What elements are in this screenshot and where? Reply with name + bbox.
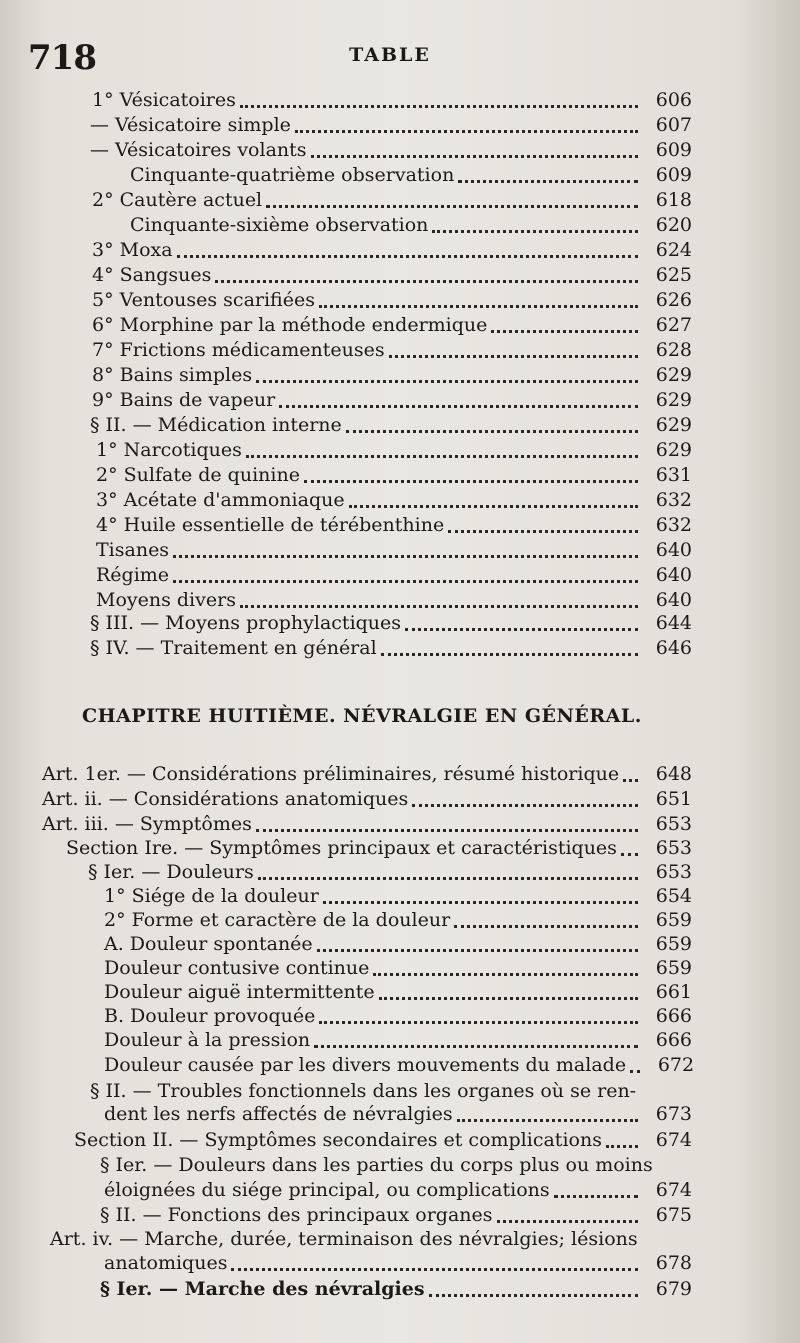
toc-page: 618 [655,189,692,211]
toc-entry: Moyens divers 640 [96,589,692,611]
chapter-heading: CHAPITRE HUITIÈME. NÉVRALGIE EN GÉNÉRAL. [82,705,642,727]
toc-entry: Cinquante-sixième observation 620 [130,214,692,236]
toc-page: 609 [655,164,692,186]
toc-entry: Douleur aiguë intermittente 661 [104,981,692,1003]
toc-page: 666 [655,1005,692,1027]
toc-page: 651 [655,788,692,810]
page-number: 718 [28,38,96,78]
toc-page: 653 [655,837,692,859]
toc-entry: Art. iii. — Symptômes 653 [42,813,692,835]
toc-page: 606 [655,89,692,111]
toc-entry: 6° Morphine par la méthode endermique 627 [92,314,692,336]
toc-page: 629 [655,414,692,436]
toc-page: 629 [655,364,692,386]
toc-entry: Douleur causée par les divers mouvements du malade 672 [104,1054,695,1076]
toc-entry: 2° Forme et caractère de la douleur 659 [104,909,692,931]
toc-entry: 8° Bains simples 629 [92,364,692,386]
toc-page: 648 [655,763,692,785]
toc-page: 607 [655,114,692,136]
toc-entry: 3° Acétate d'ammoniaque 632 [96,489,692,511]
running-title: TABLE [349,44,431,66]
toc-page: 629 [655,389,692,411]
toc-page: 673 [655,1103,692,1125]
toc-entry: 2° Cautère actuel 618 [92,189,692,211]
toc-page: 609 [655,139,692,161]
toc-entry: dent les nerfs affectés de névralgies 673 [104,1103,692,1125]
toc-page: 625 [655,264,692,286]
toc-entry: Régime 640 [96,564,692,586]
toc-page: 659 [655,909,692,931]
toc-entry: — Vésicatoires volants 609 [90,139,692,161]
toc-page: 666 [655,1029,692,1051]
toc-entry: Douleur contusive continue 659 [104,957,692,979]
toc-entry: Douleur à la pression 666 [104,1029,692,1051]
toc-page: 624 [655,239,692,261]
toc-page: 679 [655,1278,692,1300]
toc-entry: 9° Bains de vapeur 629 [92,389,692,411]
toc-entry: B. Douleur provoquée 666 [104,1005,692,1027]
toc-page: 640 [655,564,692,586]
toc-entry: Cinquante-quatrième observation 609 [130,164,692,186]
toc-entry: Tisanes 640 [96,539,692,561]
toc-entry: A. Douleur spontanée 659 [104,933,692,955]
toc-page: 620 [655,214,692,236]
toc-entry: anatomiques 678 [104,1252,692,1274]
toc-entry: § Ier. — Marche des névralgies 679 [100,1278,692,1300]
toc-entry: 1° Narcotiques 629 [96,439,692,461]
toc-page: 628 [655,339,692,361]
toc-page: 632 [655,514,692,536]
toc-entry: 2° Sulfate de quinine 631 [96,464,692,486]
toc-entry: 1° Siége de la douleur 654 [104,885,692,907]
toc-entry: § II. — Médication interne 629 [90,414,692,436]
toc-entry: Art. iv. — Marche, durée, terminaison des névralgies; lésions [50,1228,638,1250]
toc-entry: 4° Huile essentielle de térébenthine 632 [96,514,692,536]
toc-entry: § Ier. — Douleurs 653 [88,861,692,883]
toc-entry: Section II. — Symptômes secondaires et complications 674 [74,1129,692,1151]
toc-entry: 7° Frictions médicamenteuses 628 [92,339,692,361]
toc-entry: § II. — Troubles fonctionnels dans les organes où se ren- [90,1080,637,1102]
toc-page: 646 [655,637,692,659]
toc-page: 644 [655,612,692,634]
toc-page: 672 [657,1054,695,1076]
toc-page: 659 [655,933,692,955]
toc-page: 675 [655,1204,692,1226]
toc-page: 653 [655,813,692,835]
toc-entry: § III. — Moyens prophylactiques 644 [90,612,692,634]
toc-entry: 5° Ventouses scarifiées 626 [92,289,692,311]
toc-entry: § Ier. — Douleurs dans les parties du corps plus ou moins [100,1154,653,1176]
toc-page: 631 [655,464,692,486]
toc-entry: — Vésicatoire simple 607 [90,114,692,136]
toc-entry: § IV. — Traitement en général 646 [90,637,692,659]
toc-page: 661 [655,981,692,1003]
toc-page: 653 [655,861,692,883]
toc-entry: 3° Moxa 624 [92,239,692,261]
toc-entry: 4° Sangsues 625 [92,264,692,286]
toc-page: 629 [655,439,692,461]
toc-entry: § II. — Fonctions des principaux organes 675 [100,1204,692,1226]
toc-entry: 1° Vésicatoires 606 [92,89,692,111]
toc-page: 674 [655,1179,692,1201]
toc-page: 654 [655,885,692,907]
toc-page: 659 [655,957,692,979]
toc-page: 674 [655,1129,692,1151]
toc-page: 627 [655,314,692,336]
toc-entry: Art. 1er. — Considérations préliminaires, résumé historique 648 [42,763,692,785]
toc-page: 678 [655,1252,692,1274]
toc-entry: Art. ii. — Considérations anatomiques 651 [42,788,692,810]
toc-page: 640 [655,539,692,561]
toc-page: 640 [655,589,692,611]
toc-entry: éloignées du siége principal, ou complications 674 [104,1179,692,1201]
toc-page: 632 [655,489,692,511]
toc-page: 626 [655,289,692,311]
toc-entry: Section Ire. — Symptômes principaux et caractéristiques 653 [66,837,692,859]
